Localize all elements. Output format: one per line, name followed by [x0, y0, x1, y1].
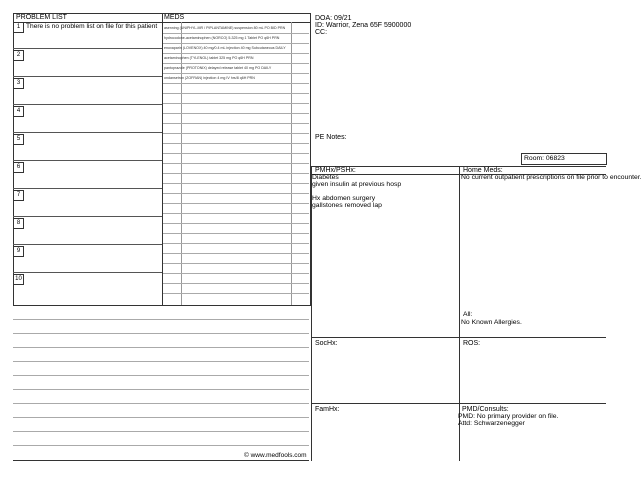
meds-row-rule — [163, 203, 309, 204]
problem-row-sep — [13, 132, 162, 133]
meds-row-rule — [163, 213, 309, 214]
notes-rule — [13, 431, 309, 432]
problem-number: 7 — [13, 190, 24, 201]
meds-row-rule — [163, 253, 309, 254]
meds-row-rule — [163, 243, 309, 244]
problem-number: 4 — [13, 106, 24, 117]
home-meds-header: Home Meds: — [463, 167, 503, 174]
problem-number: 9 — [13, 246, 24, 257]
problem-row-sep — [13, 48, 162, 49]
meds-row-rule — [163, 123, 309, 124]
problem-row-sep — [13, 216, 162, 217]
meds-header: MEDS — [164, 14, 185, 21]
id-line: ID: Warrior, Zena 65F 5900000 — [315, 22, 412, 29]
problem-number: 6 — [13, 162, 24, 173]
problem-row-sep — [13, 188, 162, 189]
home-meds-text-clip — [461, 174, 642, 184]
meds-row-rule — [163, 73, 309, 74]
meds-row-rule — [163, 83, 309, 84]
meds-row-rule — [163, 233, 309, 234]
meds-row-rule — [163, 43, 309, 44]
problem-row-sep — [13, 104, 162, 105]
problem-row-sep — [13, 272, 162, 273]
famhx-label: FamHx: — [315, 406, 340, 413]
pe-notes-label: PE Notes: — [315, 134, 347, 141]
pmhx-line: Hx abdomen surgery — [312, 195, 376, 202]
meds-row-rule — [163, 223, 309, 224]
meds-row-rule — [163, 183, 309, 184]
notes-rule — [13, 445, 309, 446]
med-item: pantoprazole (PROTONIX) delayed release tablet 40 mg PO DAILY — [164, 66, 272, 70]
notes-rule — [13, 417, 309, 418]
problem-number: 8 — [13, 218, 24, 229]
famhx-top-rule — [311, 403, 606, 404]
ros-label: ROS: — [463, 340, 481, 347]
meds-row-rule — [163, 163, 309, 164]
pmhx-line: given insulin at previous hosp — [312, 181, 402, 188]
problem-number: 10 — [13, 274, 24, 285]
problem-meds-divider — [162, 13, 163, 305]
pmd-header: PMD/Consults: — [462, 406, 509, 413]
notes-rule — [13, 361, 309, 362]
meds-row-rule — [163, 113, 309, 114]
med-item: ondansetron (ZOFRAN) injection 4 mg IV hrs/8 q6H PRN — [164, 76, 255, 80]
doa-line: DOA: 09/21 — [315, 15, 352, 22]
meds-row-rule — [163, 103, 309, 104]
meds-row-rule — [163, 263, 309, 264]
allergies-label: All: — [463, 311, 473, 318]
notes-rule — [13, 403, 309, 404]
allergies-value: No Known Allergies. — [461, 319, 522, 326]
meds-row-rule — [163, 53, 309, 54]
problem-number: 2 — [13, 50, 24, 61]
pmd-line: PMD: No primary provider on file. — [458, 413, 559, 420]
notes-rule — [13, 333, 309, 334]
room-label: Room: 06823 — [524, 155, 565, 162]
problem-row-sep — [13, 76, 162, 77]
pmhx-line: Diabetes — [312, 174, 339, 181]
sochx-top-rule — [311, 337, 606, 338]
meds-row-rule — [163, 63, 309, 64]
problem-row-sep — [13, 244, 162, 245]
meds-row-rule — [163, 153, 309, 154]
notes-rule — [13, 347, 309, 348]
problem-list-header: PROBLEM LIST — [16, 14, 67, 21]
pmhx-line: gallstones removed lap — [312, 202, 382, 209]
problem-number: 1 — [13, 22, 24, 33]
notes-rule — [13, 375, 309, 376]
med-item: enoxaparin (LOVENOX) 40 mg/0.4 mL injection 40 mg Subcutaneous DAILY — [164, 46, 286, 50]
meds-row-rule — [163, 133, 309, 134]
meds-row-rule — [163, 143, 309, 144]
pmhx-header: PMHx/PSHx: — [315, 167, 356, 174]
sochx-label: SocHx: — [315, 340, 338, 347]
meds-row-rule — [163, 273, 309, 274]
meds-row-rule — [163, 283, 309, 284]
med-item: asenning (UNIPHYL-MR / PIPLANTAMINE) suspension 80 mL PO BID PRN — [164, 26, 286, 30]
meds-row-rule — [163, 93, 309, 94]
meds-row-rule — [163, 193, 309, 194]
meds-row-rule — [163, 33, 309, 34]
med-item: acetaminophen (TYLENOL) tablet 325 mg PO q6H PRN — [164, 56, 254, 60]
notes-rule — [13, 319, 309, 320]
meds-row-rule — [163, 173, 309, 174]
problem-row-sep — [13, 160, 162, 161]
notes-bottom-rule — [13, 460, 309, 461]
problem-item-1: There is no problem list on file for this patient — [26, 23, 158, 30]
notes-rule — [13, 389, 309, 390]
attd-line: Attd: Schwarzenegger — [458, 420, 525, 427]
home-meds-text: No current outpatient prescriptions on file prior to encounter. — [461, 174, 642, 181]
problem-number: 5 — [13, 134, 24, 145]
cc-line: CC: — [315, 29, 328, 36]
med-item: hydrocodone-acetaminophen (NORCO) 5-325 mg 1 Tablet PO q6H PRN — [164, 36, 280, 40]
problem-number: 3 — [13, 78, 24, 89]
meds-row-rule — [163, 293, 309, 294]
footer-copyright: © www.medfools.com — [244, 452, 307, 459]
right-column-left-border — [311, 166, 312, 461]
